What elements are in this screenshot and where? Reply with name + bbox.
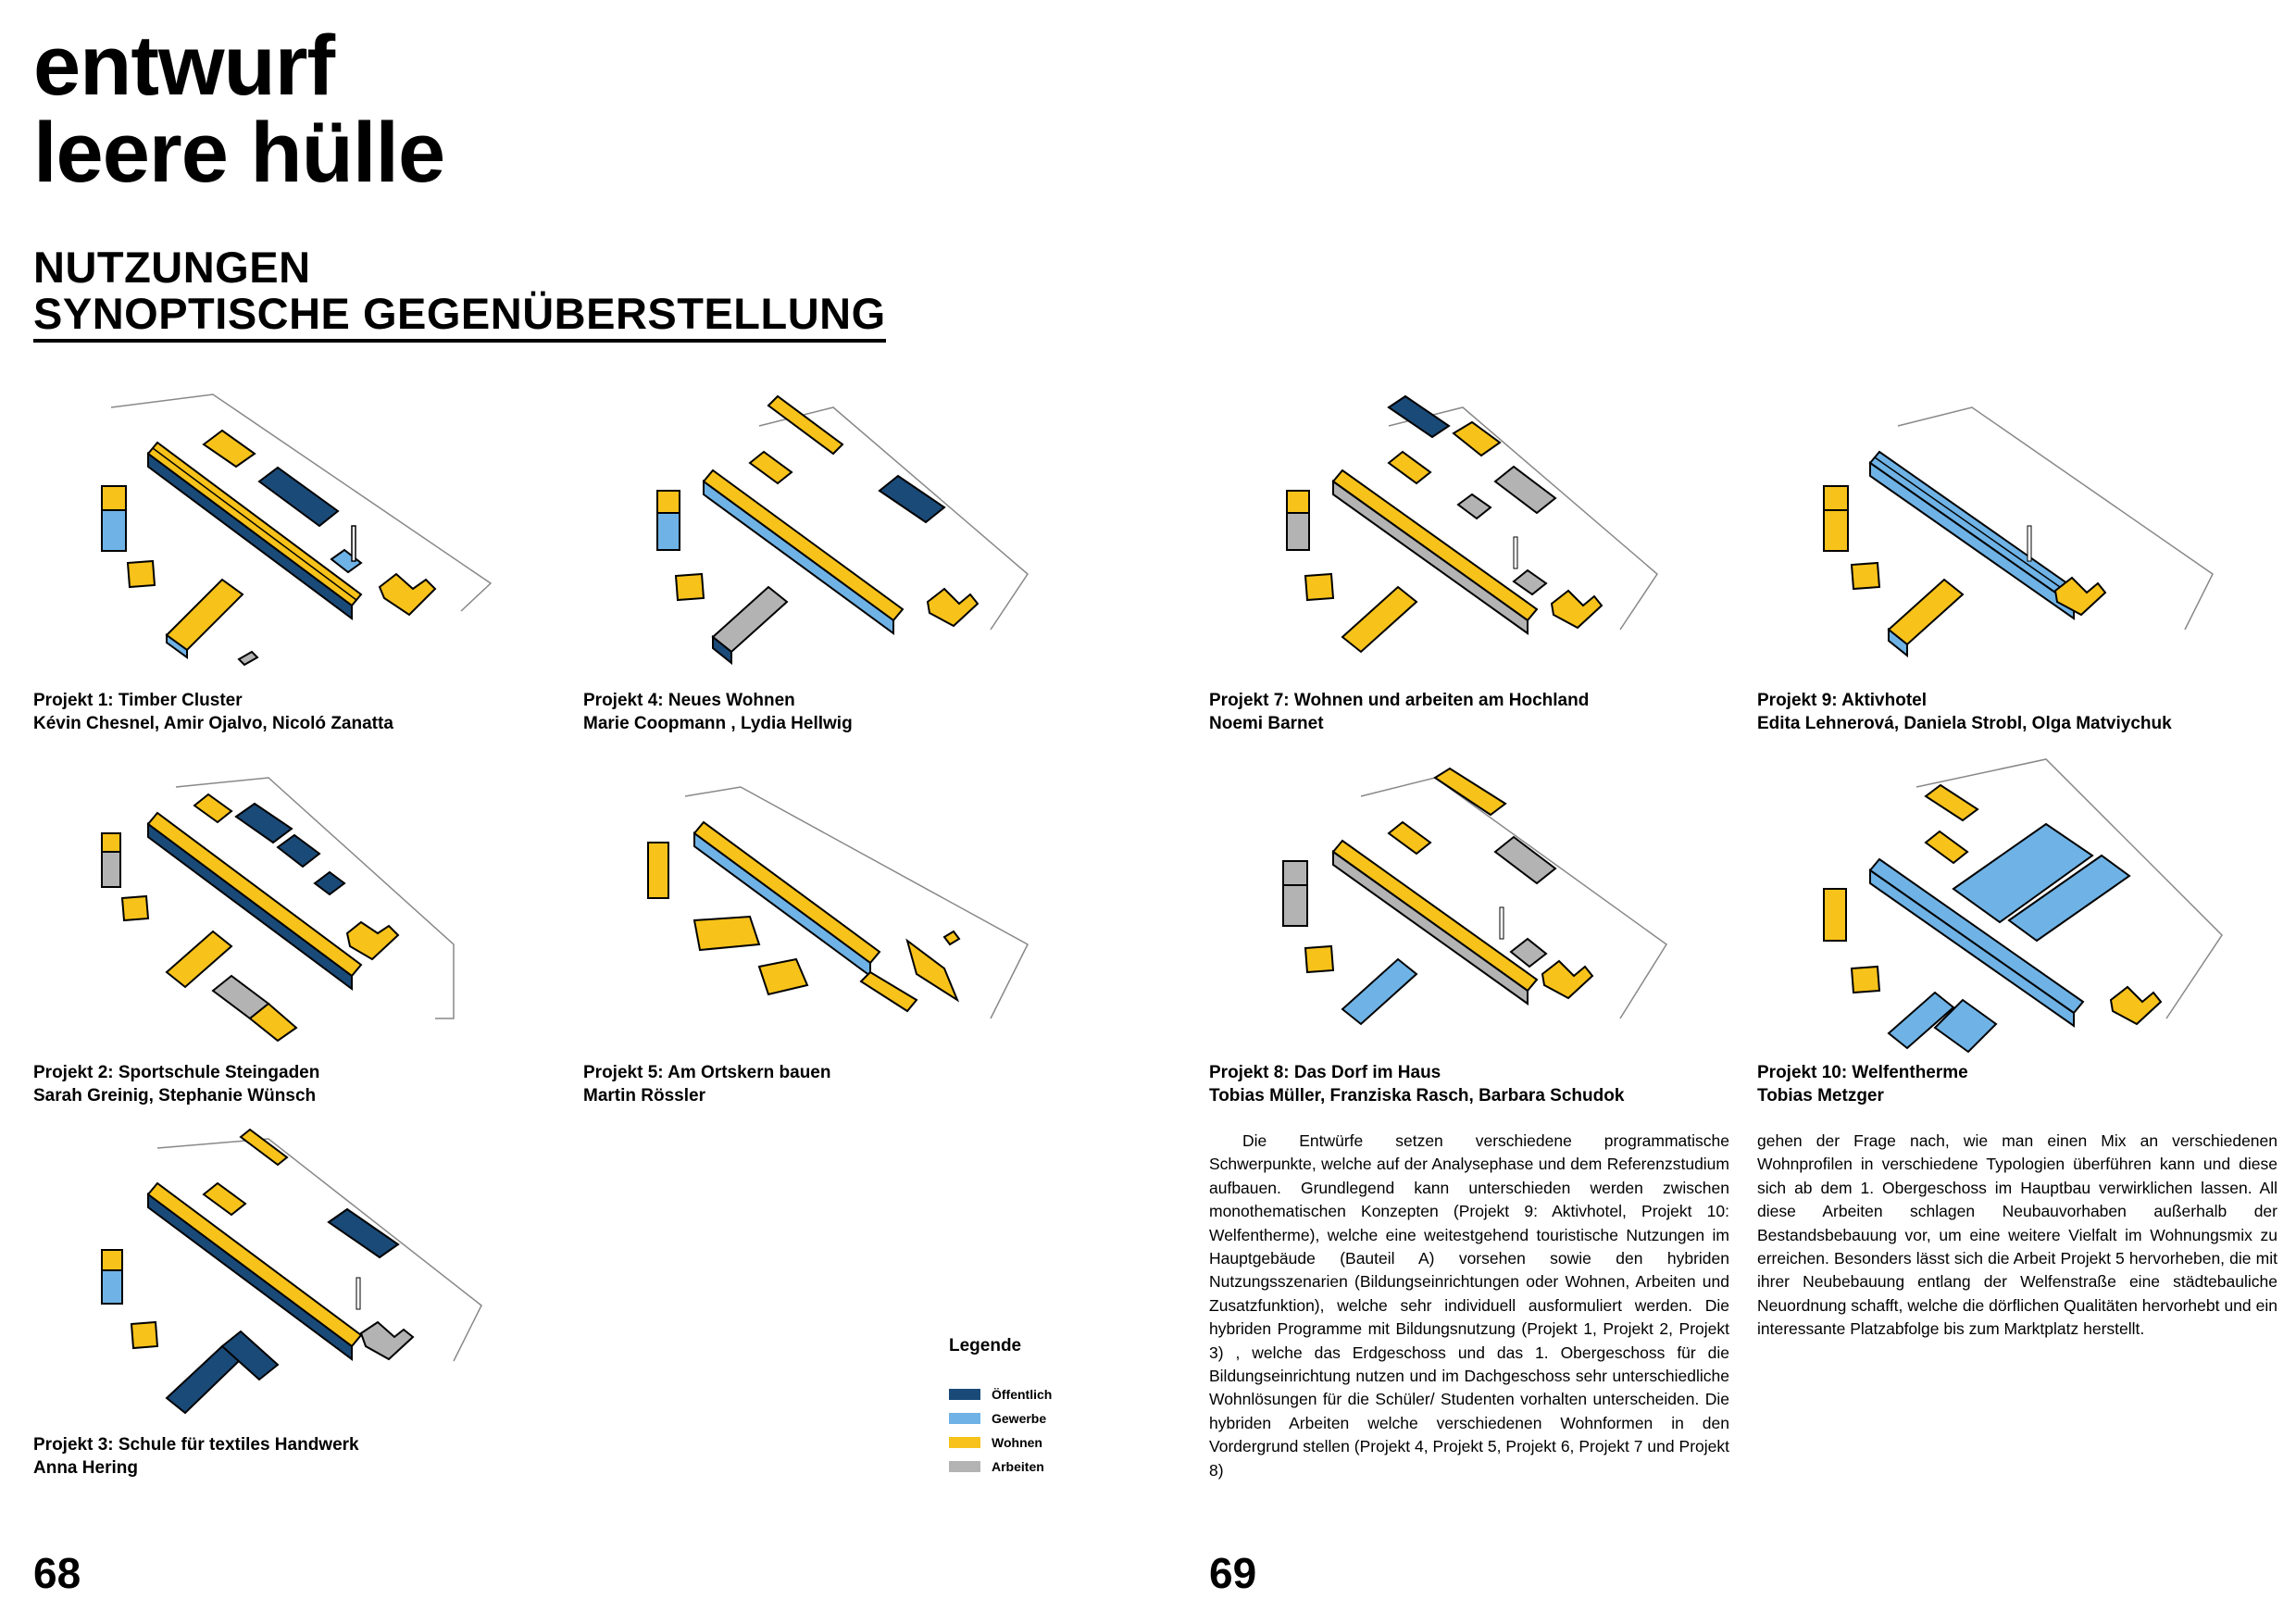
body-text-column-2 (1757, 1130, 2277, 1342)
project-authors: Sarah Greinig, Stephanie Wünsch (33, 1086, 317, 1106)
project-title: Projekt 3: Schule für textiles Handwerk (33, 1435, 359, 1455)
project-authors: Edita Lehnerová, Daniela Strobl, Olga Matviychuk (1757, 714, 2172, 733)
right-page (1148, 0, 2296, 1624)
diagram-projekt-10 (1815, 750, 2231, 1056)
project-title: Projekt 9: Aktivhotel (1757, 691, 1928, 710)
project-authors: Tobias Metzger (1757, 1086, 1884, 1106)
diagram-projekt-9 (1815, 389, 2231, 685)
page-number-right: 69 (1209, 1549, 1257, 1597)
project-title: Projekt 2: Sportschule Steingaden (33, 1063, 320, 1082)
project-title: Projekt 1: Timber Cluster (33, 691, 243, 710)
project-authors: Kévin Chesnel, Amir Ojalvo, Nicoló Zanatta (33, 714, 393, 733)
legend-label: Arbeiten (992, 1459, 1044, 1474)
project-authors: Martin Rössler (583, 1086, 705, 1106)
subtitle-line-1: NUTZUNGEN (33, 243, 311, 292)
diagram-projekt-1 (83, 389, 500, 685)
page-number-left: 68 (33, 1549, 81, 1597)
body-paragraph-2: gehen der Frage nach, wie man einen Mix an verschiedenen Wohnprofilen in verschiedene Typologien überführen kann und diese sich ab dem 1. Obergeschoss im Hauptbau verwirklichen lassen. All diese Arbeiten schlagen Neubauvorhaben außerhalb der Bestandsbebauung vor, um eine weitere Vielfalt im Wohnungsmix zu erreichen. Besonders lässt sich die Arbeit Projekt 5 hervorheben, die mit ihrer Neubebauung entlang der Welfenstraße eine städtebauliche Neuordnung schafft, welche die dörflichen Qualitäten hervorhebt und ein interessante Platzabfolge bis zum Marktplatz herstellt. (1757, 1131, 2277, 1339)
diagram-projekt-4 (639, 389, 1055, 685)
project-title: Projekt 5: Am Ortskern bauen (583, 1063, 831, 1082)
project-title: Projekt 10: Welfentherme (1757, 1063, 1968, 1082)
legend-swatch (949, 1413, 980, 1424)
legend-item-wohnen (949, 1430, 1052, 1455)
caption-projekt-9 (1757, 689, 2172, 735)
legend-item-arbeiten (949, 1455, 1052, 1479)
project-title: Projekt 4: Neues Wohnen (583, 691, 795, 710)
caption-projekt-7 (1209, 689, 1589, 735)
section-subtitle (33, 244, 886, 343)
diagram-projekt-5 (639, 759, 1055, 1056)
legend-item-gewerbe (949, 1406, 1052, 1430)
caption-projekt-8 (1209, 1061, 1624, 1107)
title-line-1: entwurf (33, 19, 335, 113)
legend-label: Gewerbe (992, 1411, 1047, 1426)
diagram-projekt-8 (1268, 759, 1694, 1056)
project-authors: Marie Coopmann , Lydia Hellwig (583, 714, 853, 733)
body-paragraph-1: Die Entwürfe setzen verschiedene programmatische Schwerpunkte, welche auf der Analysephase und dem Referenzstudium aufbauen. Grundlegend kann unterschieden werden zwischen monothematischen Konzepten (Projekt 9: Aktivhotel, Projekt 10: Welfentherme), welche eine weitestgehend touristische Nutzungen im Hauptgebäude (Bauteil A) vorsehen sowie den hybriden Nutzungsszenarien (Bildungseinrichtungen oder Wohnen, Arbeiten und Zusatzfunktion), welche sehr individuell ausformuliert werden. Die hybriden Programme mit Bildungsnutzung (Projekt 1, Projekt 2, Projekt 3) , welche das Erdgeschoss und das 1. Obergeschoss für die Bildungseinrichtung nutzen und im Dachgeschoss sehr unterschiedliche Wohnlösungen für die Schüler/ Studenten vorhalten unterscheiden. Die hybriden Arbeiten welche verschiedenen Wohnformen in den Vordergrund stellen (Projekt 4, Projekt 5, Projekt 6, Projekt 7 und Projekt 8) (1209, 1131, 1729, 1480)
page-title (33, 19, 445, 200)
caption-projekt-5 (583, 1061, 830, 1107)
legend (949, 1336, 1052, 1479)
project-title: Projekt 8: Das Dorf im Haus (1209, 1063, 1441, 1082)
title-line-2: leere hülle (33, 106, 445, 200)
project-authors: Noemi Barnet (1209, 714, 1324, 733)
legend-label: Öffentlich (992, 1387, 1053, 1402)
legend-label: Wohnen (992, 1435, 1042, 1450)
project-authors: Tobias Müller, Franziska Rasch, Barbara Schudok (1209, 1086, 1625, 1106)
legend-swatch (949, 1437, 980, 1448)
legend-title: Legende (949, 1336, 1022, 1355)
caption-projekt-3 (33, 1433, 359, 1480)
project-authors: Anna Hering (33, 1458, 138, 1478)
caption-projekt-4 (583, 689, 853, 735)
body-text-column-1 (1209, 1130, 1729, 1482)
legend-swatch (949, 1389, 980, 1400)
diagram-projekt-3 (83, 1120, 500, 1426)
diagram-projekt-7 (1268, 389, 1694, 685)
caption-projekt-2 (33, 1061, 319, 1107)
subtitle-line-2: SYNOPTISCHE GEGENÜBERSTELLUNG (33, 291, 886, 343)
legend-item-oeffentlich (949, 1382, 1052, 1406)
diagram-projekt-2 (83, 759, 500, 1056)
caption-projekt-10 (1757, 1061, 1968, 1107)
project-title: Projekt 7: Wohnen und arbeiten am Hochland (1209, 691, 1590, 710)
caption-projekt-1 (33, 689, 393, 735)
legend-swatch (949, 1461, 980, 1472)
